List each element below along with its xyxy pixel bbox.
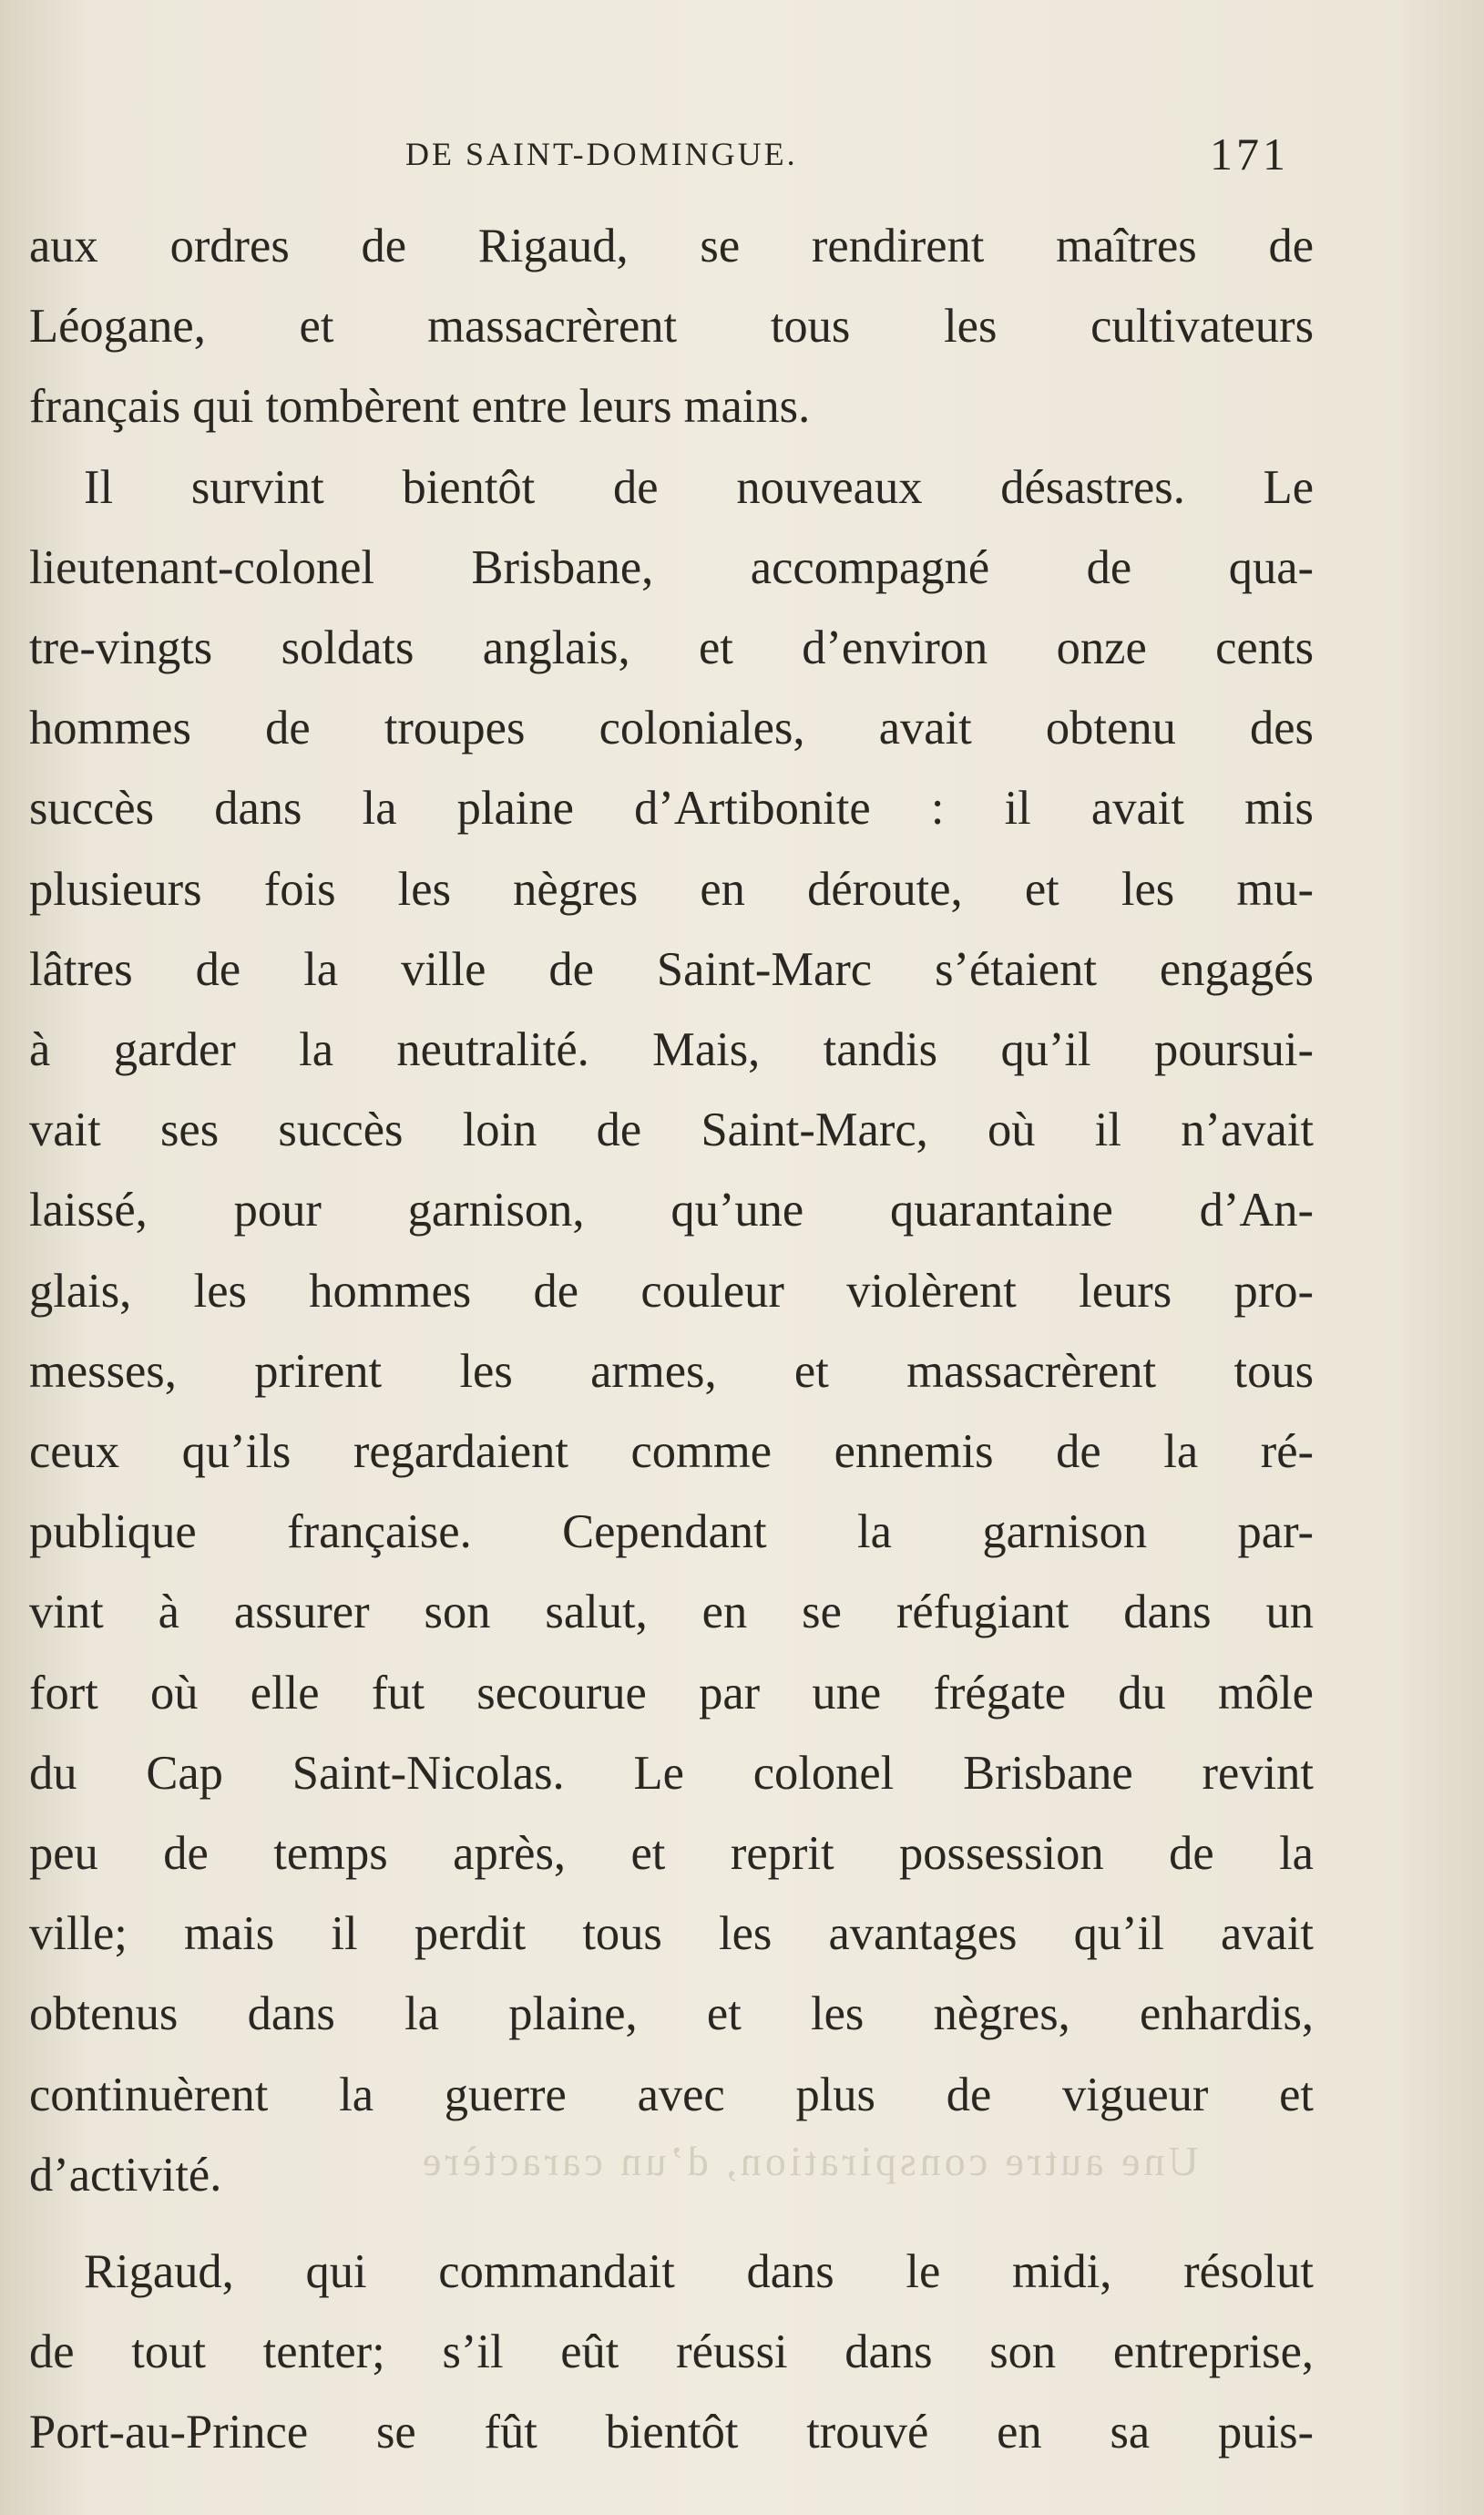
text-line: ville; mais il perdit tous les avantages qu’il avait — [29, 1907, 1314, 1961]
page-number: 171 — [1210, 128, 1289, 180]
text-line: aux ordres de Rigaud, se rendirent maîtres de — [29, 220, 1314, 272]
text-line: vait ses succès loin de Saint-Marc, où il n’avait — [29, 1104, 1314, 1157]
text-line: continuèrent la guerre avec plus de vigueur et — [29, 2068, 1314, 2121]
paragraph-3 — [29, 2232, 1314, 2473]
page-header — [0, 128, 1484, 190]
text-line: Port-au-Prince se fût bientôt trouvé en sa puis- — [29, 2406, 1314, 2459]
text-line: peu de temps après, et reprit possession de la — [29, 1827, 1314, 1881]
text-line: plusieurs fois les nègres en déroute, et les mu- — [29, 862, 1314, 916]
text-line: vint à assurer son salut, en se réfugiant dans un — [29, 1586, 1314, 1639]
paragraph-2 — [29, 447, 1314, 2215]
text-line: Il survint bientôt de nouveaux désastres. Le — [84, 460, 1314, 514]
text-line: français qui tombèrent entre leurs mains. — [29, 380, 811, 434]
text-line: tre-vingts soldats anglais, et d’environ onze cents — [29, 621, 1314, 675]
text-line: du Cap Saint-Nicolas. Le colonel Brisbane revint — [29, 1746, 1314, 1800]
body-text — [29, 206, 1314, 2473]
text-line: ceux qu’ils regardaient comme ennemis de la ré- — [29, 1425, 1314, 1479]
text-line: Léogane, et massacrèrent tous les cultivateurs — [29, 300, 1314, 354]
text-line: publique française. Cependant la garnison par- — [29, 1505, 1314, 1559]
text-line: succès dans la plaine d’Artibonite : il avait mis — [29, 782, 1314, 836]
text-line: hommes de troupes coloniales, avait obtenu des — [29, 702, 1314, 755]
show-through-text: Une autre conspiration, d’un caractère — [419, 2138, 1199, 2184]
text-line: à garder la neutralité. Mais, tandis qu’il poursui- — [29, 1023, 1314, 1077]
text-line: obtenus dans la plaine, et les nègres, enhardis, — [29, 1987, 1314, 2041]
text-line: glais, les hommes de couleur violèrent leurs pro- — [29, 1264, 1314, 1318]
text-line: messes, prirent les armes, et massacrèrent tous — [29, 1344, 1314, 1398]
text-line: d’activité. — [29, 2148, 222, 2202]
text-line: de tout tenter; s’il eût réussi dans son entreprise, — [29, 2325, 1314, 2379]
text-line: lieutenant-colonel Brisbane, accompagné de qua- — [29, 540, 1314, 594]
text-line: Rigaud, qui commandait dans le midi, résolut — [84, 2245, 1314, 2299]
paragraph-1 — [29, 206, 1314, 447]
text-line: fort où elle fut secourue par une frégate du môle — [29, 1666, 1314, 1719]
text-line: lâtres de la ville de Saint-Marc s’étaient engagés — [29, 942, 1314, 996]
running-head: DE SAINT-DOMINGUE. — [405, 136, 798, 172]
text-line: laissé, pour garnison, qu’une quarantaine d’An- — [29, 1184, 1314, 1237]
